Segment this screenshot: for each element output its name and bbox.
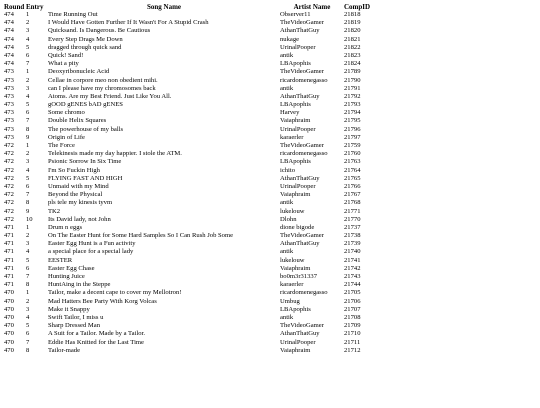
cell-artist-name: lukelouw — [280, 207, 305, 215]
cell-comp-id: 21821 — [344, 35, 361, 43]
cell-entry: 3 — [26, 84, 30, 92]
cell-artist-name: antik — [280, 248, 294, 256]
table-row — [4, 191, 384, 199]
cell-entry: 6 — [26, 51, 30, 59]
cell-entry: 10 — [26, 215, 33, 223]
table-row — [4, 208, 384, 216]
table-row — [4, 330, 384, 338]
cell-song-name: a special place for a special lady — [48, 248, 134, 256]
cell-song-name: gOOD gENES bAD gENES — [48, 101, 123, 109]
cell-song-name: Tailor, make a decent cape to cover my Mellotron! — [48, 289, 182, 297]
cell-comp-id: 21706 — [344, 297, 361, 305]
cell-entry: 2 — [26, 297, 30, 305]
table-row — [4, 52, 384, 60]
cell-round: 471 — [4, 273, 14, 280]
cell-round: 470 — [4, 289, 14, 297]
header-artist-name: Artist Name — [293, 3, 331, 11]
cell-artist-name: Vaiaphraim — [280, 264, 311, 272]
cell-song-name: Swift Tailor, I miss u — [48, 313, 104, 321]
cell-artist-name: UrinalPooper — [280, 43, 316, 51]
cell-comp-id: 21763 — [344, 158, 361, 166]
cell-entry: 4 — [26, 166, 30, 174]
table-row — [4, 289, 384, 297]
cell-comp-id: 21793 — [344, 101, 361, 109]
cell-comp-id: 21819 — [344, 19, 361, 27]
cell-comp-id: 21708 — [344, 313, 361, 321]
cell-comp-id: 21792 — [344, 92, 361, 100]
cell-entry: 1 — [26, 223, 30, 231]
cell-round: 470 — [4, 313, 14, 321]
cell-comp-id: 21760 — [344, 150, 361, 158]
cell-comp-id: 21789 — [344, 68, 361, 76]
cell-comp-id: 21744 — [344, 281, 361, 289]
cell-comp-id: 21770 — [344, 215, 361, 223]
cell-comp-id: 21740 — [344, 248, 361, 256]
cell-song-name: Quicksand. Is Dangerous. Be Cautious — [48, 27, 151, 35]
cell-entry: 2 — [26, 150, 30, 158]
cell-round: 473 — [4, 117, 14, 125]
table-row — [4, 314, 384, 322]
table-row — [4, 183, 384, 191]
cell-song-name: Hunting Juice — [48, 273, 85, 280]
cell-comp-id: 21823 — [344, 51, 361, 59]
cell-round: 474 — [4, 27, 14, 35]
cell-comp-id: 21790 — [344, 76, 361, 84]
cell-artist-name: LBApophis — [280, 101, 311, 109]
cell-round: 473 — [4, 125, 14, 133]
cell-entry: 2 — [26, 76, 30, 84]
cell-round: 471 — [4, 264, 14, 272]
cell-round: 470 — [4, 346, 14, 354]
cell-comp-id: 21737 — [344, 223, 361, 231]
cell-entry: 8 — [26, 125, 30, 133]
table-row — [4, 19, 384, 27]
cell-comp-id: 21739 — [344, 240, 361, 248]
cell-entry: 9 — [26, 207, 30, 215]
cell-artist-name: ricardomenegasso — [280, 76, 328, 84]
cell-round: 471 — [4, 281, 14, 289]
cell-round: 472 — [4, 174, 14, 182]
cell-song-name: Every Step Drags Me Down — [48, 35, 123, 43]
header-row — [4, 3, 384, 11]
cell-comp-id: 21707 — [344, 305, 361, 313]
table-row — [4, 85, 384, 93]
cell-entry: 1 — [26, 289, 30, 297]
cell-song-name: Origin of Life — [48, 133, 85, 141]
cell-song-name: Cellae in corpore meo non obedient mihi. — [48, 76, 158, 84]
cell-artist-name: Observer11 — [280, 11, 311, 18]
cell-song-name: Atoms. Are my Best Friend. Just Like You All. — [48, 92, 172, 100]
cell-entry: 2 — [26, 19, 30, 27]
cell-entry: 7 — [26, 60, 30, 68]
cell-comp-id: 21705 — [344, 289, 361, 297]
table-row — [4, 281, 384, 289]
cell-entry: 5 — [26, 101, 30, 109]
cell-round: 474 — [4, 60, 14, 68]
cell-round: 473 — [4, 84, 14, 92]
table-row — [4, 339, 384, 347]
cell-round: 473 — [4, 92, 14, 100]
cell-artist-name: karaerler — [280, 133, 304, 141]
cell-song-name: Psionic Sorrow In Six Time — [48, 158, 122, 166]
table-row — [4, 101, 384, 109]
table-row — [4, 27, 384, 35]
table-row — [4, 77, 384, 85]
cell-round: 471 — [4, 223, 14, 231]
cell-artist-name: TheVideoGamer — [280, 68, 324, 76]
header-entry: Entry — [26, 3, 44, 11]
cell-entry: 3 — [26, 158, 30, 166]
cell-round: 470 — [4, 338, 14, 346]
cell-comp-id: 21764 — [344, 166, 361, 174]
cell-artist-name: UrinalPooper — [280, 182, 316, 190]
table-row — [4, 142, 384, 150]
cell-entry: 6 — [26, 330, 30, 338]
cell-comp-id: 21767 — [344, 191, 361, 199]
cell-comp-id: 21797 — [344, 133, 361, 141]
cell-song-name: Time Running Out — [48, 11, 98, 18]
table-row — [4, 199, 384, 207]
cell-round: 472 — [4, 158, 14, 166]
cell-comp-id: 21771 — [344, 207, 361, 215]
table-row — [4, 322, 384, 330]
cell-comp-id: 21759 — [344, 142, 361, 149]
table-row — [4, 216, 384, 224]
cell-song-name: Quick! Sand! — [48, 51, 84, 59]
cell-comp-id: 21709 — [344, 322, 361, 330]
cell-comp-id: 21765 — [344, 174, 361, 182]
cell-comp-id: 21820 — [344, 27, 361, 35]
cell-comp-id: 21795 — [344, 117, 361, 125]
cell-artist-name: TheVideoGamer — [280, 142, 324, 149]
cell-round: 473 — [4, 76, 14, 84]
cell-round: 473 — [4, 101, 14, 109]
cell-round: 473 — [4, 68, 14, 76]
cell-artist-name: LBApophis — [280, 305, 311, 313]
table-row — [4, 44, 384, 52]
cell-artist-name: ricardomenegasso — [280, 289, 328, 297]
table-row — [4, 240, 384, 248]
cell-artist-name: AthanThatGuy — [280, 240, 320, 248]
cell-comp-id: 21794 — [344, 109, 361, 117]
cell-song-name: On The Easter Hunt for Some Hard Samples So I Can Rush Job Some — [48, 232, 234, 240]
cell-artist-name: LBApophis — [280, 60, 311, 68]
cell-artist-name: Vaiaphraim — [280, 346, 311, 354]
cell-entry: 7 — [26, 117, 30, 125]
cell-round: 472 — [4, 215, 14, 223]
cell-artist-name: antik — [280, 84, 294, 92]
cell-entry: 2 — [26, 232, 30, 240]
cell-round: 473 — [4, 109, 14, 117]
cell-artist-name: LBApophis — [280, 158, 311, 166]
cell-artist-name: AthanThatGuy — [280, 92, 320, 100]
cell-entry: 8 — [26, 199, 30, 207]
cell-artist-name: TheVideoGamer — [280, 322, 324, 330]
cell-artist-name: TheVideoGamer — [280, 232, 324, 240]
cell-comp-id: 21741 — [344, 256, 361, 264]
cell-round: 470 — [4, 305, 14, 313]
cell-entry: 8 — [26, 346, 30, 354]
cell-comp-id: 21710 — [344, 330, 361, 338]
cell-artist-name: AthanThatGuy — [280, 330, 320, 338]
cell-entry: 1 — [26, 142, 30, 149]
cell-entry: 8 — [26, 281, 30, 289]
table-row — [4, 265, 384, 273]
cell-artist-name: Umbug — [280, 297, 300, 305]
cell-song-name: dragged through quick sand — [48, 43, 122, 51]
table-row — [4, 257, 384, 265]
cell-round: 472 — [4, 191, 14, 199]
table-row — [4, 167, 384, 175]
cell-comp-id: 21768 — [344, 199, 361, 207]
cell-song-name: Unmaid with my Mind — [48, 182, 109, 190]
cell-song-name: can I please have my chromosomes back — [48, 84, 156, 92]
cell-song-name: Telekinesis made my day happier. I stole the ATM. — [48, 150, 182, 158]
cell-entry: 6 — [26, 264, 30, 272]
cell-artist-name: karaerler — [280, 281, 304, 289]
cell-song-name: I Would Have Gotten Further If It Wasn't For A Stupid Crash — [48, 19, 209, 27]
cell-entry: 3 — [26, 305, 30, 313]
cell-artist-name: dione bigode — [280, 223, 315, 231]
cell-round: 474 — [4, 19, 14, 27]
table-row — [4, 60, 384, 68]
cell-artist-name: Vaiaphraim — [280, 117, 311, 125]
cell-round: 472 — [4, 207, 14, 215]
cell-song-name: Easter Egg Chase — [48, 264, 95, 272]
cell-entry: 5 — [26, 43, 30, 51]
table-row — [4, 11, 384, 19]
cell-round: 474 — [4, 51, 14, 59]
cell-round: 474 — [4, 43, 14, 51]
cell-entry: 7 — [26, 191, 30, 199]
cell-comp-id: 21711 — [344, 338, 361, 346]
cell-artist-name: UrinalPooper — [280, 125, 316, 133]
table-row — [4, 298, 384, 306]
header-comp-id: CompID — [344, 3, 371, 11]
cell-song-name: Sharp Dressed Man — [48, 322, 101, 330]
cell-comp-id: 21791 — [344, 84, 361, 92]
cell-artist-name: lukelouw — [280, 256, 305, 264]
cell-comp-id: 21743 — [344, 273, 361, 280]
cell-song-name: The powerhouse of my balls — [48, 125, 124, 133]
cell-artist-name: nukage — [280, 35, 300, 43]
cell-song-name: Double Helix Squares — [48, 117, 107, 125]
cell-comp-id: 21796 — [344, 125, 361, 133]
cell-artist-name: bo0m3r31337 — [280, 273, 317, 280]
cell-entry: 4 — [26, 92, 30, 100]
cell-comp-id: 21742 — [344, 264, 361, 272]
table-row — [4, 158, 384, 166]
table-row — [4, 347, 384, 355]
cell-entry: 3 — [26, 27, 30, 35]
cell-song-name: HuntAing in the Steppe — [48, 281, 111, 289]
cell-entry: 9 — [26, 133, 30, 141]
cell-entry: 4 — [26, 35, 30, 43]
cell-comp-id: 21818 — [344, 11, 361, 18]
cell-entry: 5 — [26, 174, 30, 182]
cell-song-name: Mad Hatters Bee Party With Korg Volcas — [48, 297, 157, 305]
cell-round: 470 — [4, 297, 14, 305]
table-row — [4, 117, 384, 125]
cell-round: 470 — [4, 322, 14, 330]
cell-round: 473 — [4, 133, 14, 141]
table-row — [4, 126, 384, 134]
cell-song-name: Easter Egg Hunt is a Fun activity — [48, 240, 136, 248]
cell-artist-name: Vaiaphraim — [280, 191, 311, 199]
cell-artist-name: antik — [280, 51, 294, 59]
table-body — [4, 11, 384, 355]
cell-artist-name: ichito — [280, 166, 296, 174]
cell-artist-name: AthanThatGuy — [280, 27, 320, 35]
cell-round: 470 — [4, 330, 14, 338]
cell-song-name: TK2 — [48, 207, 61, 215]
cell-song-name: Make it Snappy — [48, 305, 90, 313]
cell-round: 472 — [4, 199, 14, 207]
cell-comp-id: 21766 — [344, 182, 361, 190]
cell-song-name: Deoxyribonucleic Acid — [48, 68, 110, 76]
table-row — [4, 175, 384, 183]
header-round: Round — [4, 3, 25, 11]
cell-round: 474 — [4, 35, 14, 43]
cell-song-name: Its David lady, not John — [48, 215, 111, 223]
table-row — [4, 68, 384, 76]
cell-song-name: Drum n eggs — [48, 223, 83, 231]
cell-entry: 1 — [26, 68, 30, 76]
cell-artist-name: TheVideoGamer — [280, 19, 324, 27]
cell-entry: 5 — [26, 322, 30, 330]
cell-round: 471 — [4, 240, 14, 248]
cell-comp-id: 21712 — [344, 346, 361, 354]
table-row — [4, 36, 384, 44]
table-row — [4, 224, 384, 232]
cell-song-name: EESTER — [48, 256, 73, 264]
cell-comp-id: 21738 — [344, 232, 361, 240]
cell-round: 471 — [4, 232, 14, 240]
cell-round: 471 — [4, 248, 14, 256]
cell-round: 472 — [4, 142, 14, 149]
table-row — [4, 134, 384, 142]
table-row — [4, 150, 384, 158]
cell-comp-id: 21824 — [344, 60, 361, 68]
cell-entry: 4 — [26, 248, 30, 256]
cell-song-name: FLYING FAST AND HIGH — [48, 174, 123, 182]
cell-song-name: Beyond the Physical — [48, 191, 103, 199]
cell-entry: 6 — [26, 182, 30, 190]
table-row — [4, 232, 384, 240]
table-row — [4, 248, 384, 256]
table-row — [4, 93, 384, 101]
table-row — [4, 273, 384, 281]
cell-round: 472 — [4, 182, 14, 190]
cell-song-name: What a pity — [48, 60, 79, 68]
cell-artist-name: antik — [280, 313, 294, 321]
cell-song-name: The Force — [48, 142, 75, 149]
cell-entry: 7 — [26, 273, 30, 280]
results-table — [4, 3, 384, 355]
cell-artist-name: Harvey — [280, 109, 300, 117]
cell-entry: 7 — [26, 338, 30, 346]
cell-artist-name: antik — [280, 199, 294, 207]
cell-song-name: Eddie Has Knitted for the Last Time — [48, 338, 144, 346]
cell-round: 471 — [4, 256, 14, 264]
cell-song-name: pls tele my kinesis tyvm — [48, 199, 113, 207]
cell-entry: 3 — [26, 240, 30, 248]
cell-artist-name: UrinalPooper — [280, 338, 316, 346]
cell-comp-id: 21822 — [344, 43, 361, 51]
header-song-name: Song Name — [146, 3, 182, 11]
cell-song-name: I'm So Fuckin High — [48, 166, 100, 174]
cell-artist-name: AthanThatGuy — [280, 174, 320, 182]
cell-round: 472 — [4, 150, 14, 158]
cell-artist-name: Dlohn — [280, 215, 297, 223]
table-row — [4, 306, 384, 314]
cell-entry: 1 — [26, 11, 30, 18]
cell-entry: 5 — [26, 256, 30, 264]
cell-song-name: Some chromo — [48, 109, 85, 117]
cell-song-name: Tailor-made — [48, 346, 80, 354]
table-row — [4, 109, 384, 117]
cell-song-name: A Suit for a Tailor. Made by a Tailor. — [48, 330, 145, 338]
cell-artist-name: ricardomenegasso — [280, 150, 328, 158]
cell-round: 474 — [4, 11, 14, 18]
cell-entry: 4 — [26, 313, 30, 321]
cell-entry: 6 — [26, 109, 30, 117]
cell-round: 472 — [4, 166, 14, 174]
